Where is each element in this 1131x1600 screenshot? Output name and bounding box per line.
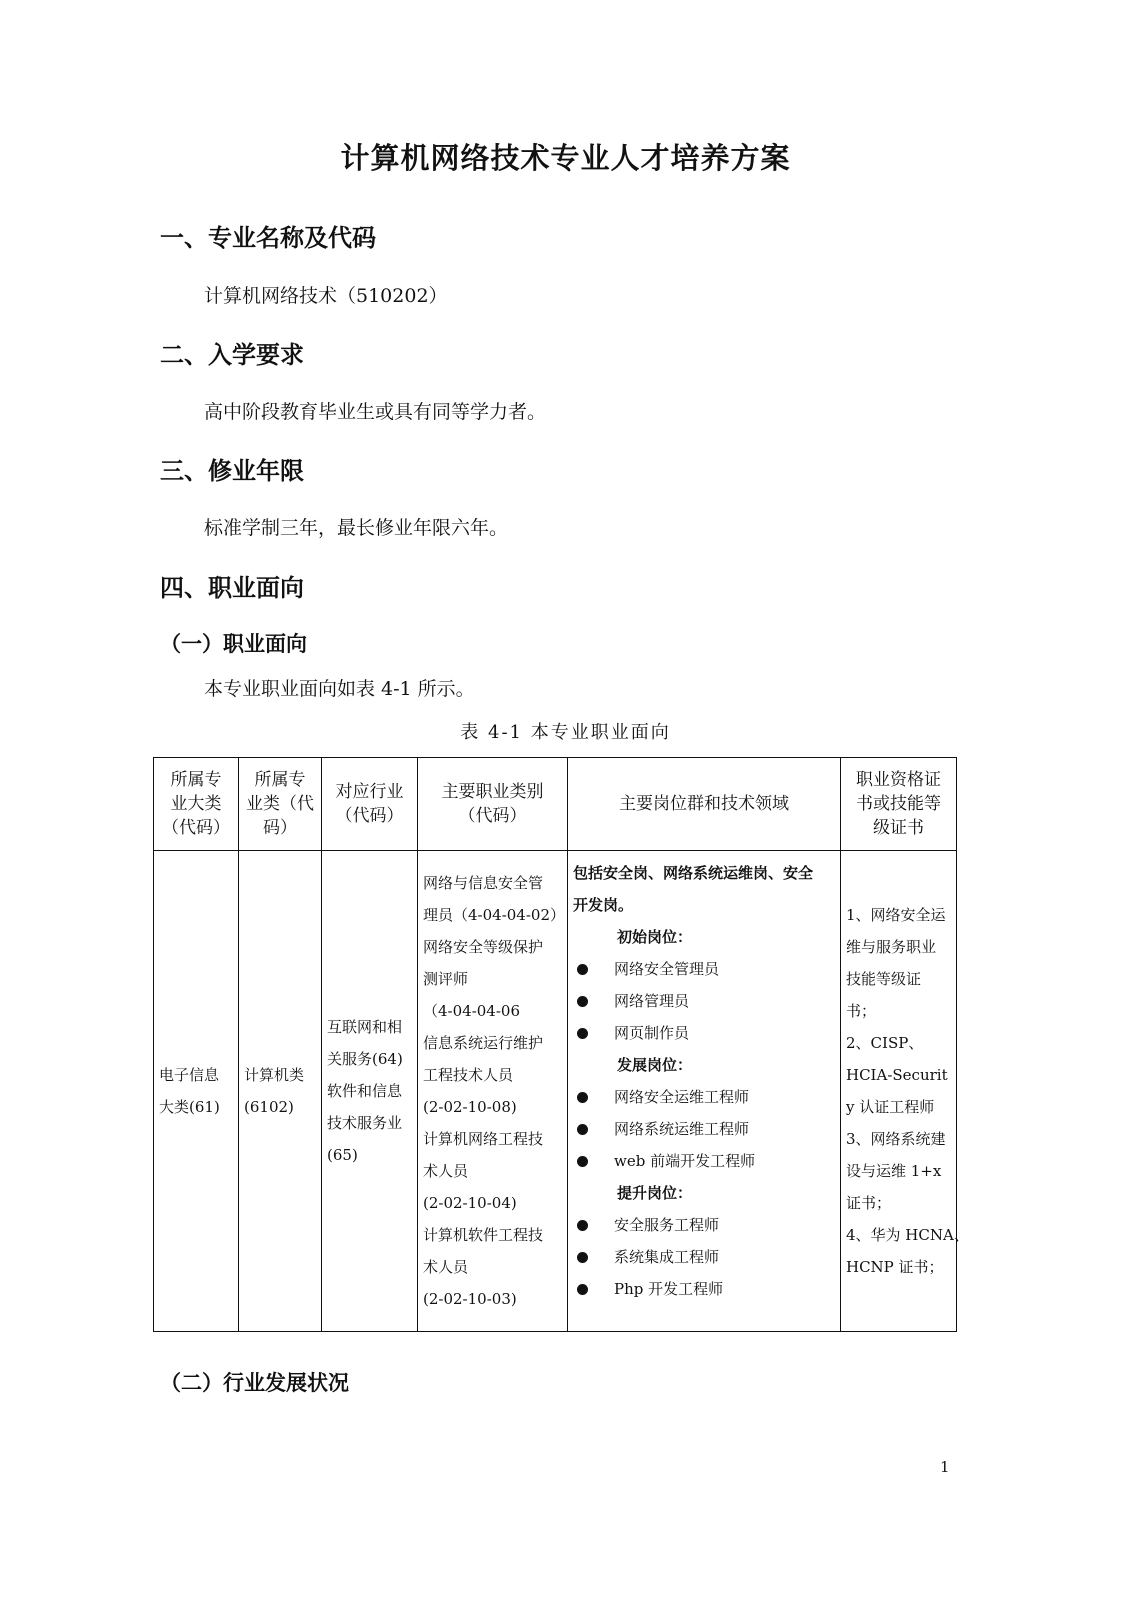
cell-line: （4-04-04-06 <box>423 1002 521 1020</box>
page-number: 1 <box>940 1458 950 1476</box>
job-group-intro: 开发岗。 <box>573 896 634 914</box>
job-group-intro: 包括安全岗、网络系统运维岗、安全 <box>573 864 814 882</box>
header-line: 业大类 <box>170 794 222 814</box>
job-title: 系统集成工程师 <box>614 1248 720 1266</box>
header-line: 主要岗位群和技术领域 <box>619 794 789 814</box>
list-item <box>573 1113 835 1145</box>
cell-line: 互联网和相 <box>327 1018 403 1036</box>
cell-certificate <box>841 851 969 1332</box>
bullet-icon <box>577 1028 588 1039</box>
bullet-icon <box>577 1220 588 1231</box>
cell-line: 计算机软件工程技 <box>423 1226 544 1244</box>
cell-major-class <box>239 851 322 1332</box>
cell-line: 设与运维 1+x <box>846 1162 942 1180</box>
cell-line: 术人员 <box>423 1162 469 1180</box>
job-title: 网络管理员 <box>614 992 690 1010</box>
cell-line: (2-02-10-03) <box>423 1290 517 1308</box>
header-industry <box>322 758 418 851</box>
header-line: 书或技能等 <box>856 794 941 814</box>
page-title: 计算机网络技术专业人才培养方案 <box>340 141 791 175</box>
header-line: 所属专 <box>254 770 306 790</box>
job-level-label: 发展岗位： <box>617 1056 693 1074</box>
cell-line: 1、网络安全运 <box>846 906 946 924</box>
header-major-class <box>239 758 322 851</box>
section-2-text: 高中阶段教育毕业生或具有同等学力者。 <box>204 401 547 423</box>
bullet-icon <box>577 1252 588 1263</box>
section-4-sub1-heading: （一）职业面向 <box>160 632 307 656</box>
table-header-row <box>154 758 957 851</box>
cell-line: 计算机类 <box>244 1066 305 1084</box>
job-level-label: 提升岗位： <box>617 1184 693 1202</box>
cell-line: (2-02-10-04) <box>423 1194 517 1212</box>
list-item <box>573 1209 835 1241</box>
job-title: 网络系统运维工程师 <box>614 1120 750 1138</box>
section-3-heading: 三、修业年限 <box>160 457 304 485</box>
cell-line: (6102) <box>244 1098 294 1116</box>
cell-job-group <box>568 851 841 1332</box>
section-1-text: 计算机网络技术（510202） <box>204 285 448 307</box>
job-title: 网络安全管理员 <box>614 960 720 978</box>
cell-line: 网络安全等级保护 <box>423 938 544 956</box>
header-job-group <box>568 758 841 851</box>
job-title: web 前端开发工程师 <box>614 1152 756 1170</box>
section-3-text: 标准学制三年，最长修业年限六年。 <box>204 517 509 539</box>
header-line: 码） <box>263 818 297 838</box>
cell-line: 计算机网络工程技 <box>423 1130 544 1148</box>
job-title: 安全服务工程师 <box>614 1216 720 1234</box>
job-title: Php 开发工程师 <box>614 1280 724 1298</box>
list-item <box>573 953 835 985</box>
cell-occupation-category <box>418 851 568 1332</box>
bullet-icon <box>577 964 588 975</box>
header-occupation-category <box>418 758 568 851</box>
list-item <box>573 1241 835 1273</box>
cell-line: 3、网络系统建 <box>846 1130 946 1148</box>
cell-line: HCIA-Securit <box>846 1066 948 1084</box>
cell-line: 测评师 <box>423 970 469 988</box>
cell-major-category <box>154 851 239 1332</box>
cell-line: 理员（4-04-04-02） <box>423 906 566 924</box>
header-line: 所属专 <box>170 770 222 790</box>
bullet-icon <box>577 1156 588 1167</box>
section-1-heading: 一、专业名称及代码 <box>160 224 376 252</box>
cell-line: 证书； <box>846 1194 892 1212</box>
cell-line: 书； <box>846 1002 877 1020</box>
cell-line: 技术服务业 <box>327 1114 403 1132</box>
section-4-sub1-text: 本专业职业面向如表 4-1 所示。 <box>204 678 475 700</box>
section-4-heading: 四、职业面向 <box>160 574 304 602</box>
cell-line: 关服务(64) <box>327 1050 403 1068</box>
table-row <box>154 851 957 1332</box>
section-2-heading: 二、入学要求 <box>160 341 304 369</box>
list-item <box>573 1273 835 1305</box>
cell-line: 维与服务职业 <box>846 938 937 956</box>
cell-line: 技能等级证 <box>846 970 922 988</box>
header-line: （代码） <box>162 818 230 838</box>
list-item <box>573 985 835 1017</box>
bullet-icon <box>577 1124 588 1135</box>
section-4-sub2-heading: （二）行业发展状况 <box>160 1371 349 1395</box>
cell-line: y 认证工程师 <box>846 1098 935 1116</box>
list-item <box>573 1081 835 1113</box>
job-title: 网络安全运维工程师 <box>614 1088 750 1106</box>
cell-line: 电子信息 <box>159 1066 220 1084</box>
header-certificate <box>841 758 957 851</box>
table-caption: 表 4-1 本专业职业面向 <box>460 722 671 743</box>
cell-line: 软件和信息 <box>327 1082 403 1100</box>
header-line: 业类（代 <box>246 794 314 814</box>
cell-line: (2-02-10-08) <box>423 1098 517 1116</box>
cell-line: 4、华为 HCNA、 <box>846 1226 969 1244</box>
job-title: 网页制作员 <box>614 1024 690 1042</box>
header-major-category <box>154 758 239 851</box>
cell-line: 术人员 <box>423 1258 469 1276</box>
list-item <box>573 1145 835 1177</box>
cell-line: 大类(61) <box>159 1098 220 1116</box>
cell-line: 2、CISP、 <box>846 1034 924 1052</box>
occupation-table <box>153 757 969 1332</box>
job-level-label: 初始岗位： <box>617 928 693 946</box>
header-line: （代码） <box>458 806 527 826</box>
cell-line: 工程技术人员 <box>423 1066 514 1084</box>
header-line: 对应行业 <box>335 782 404 802</box>
header-line: 级证书 <box>873 818 924 838</box>
cell-line: (65) <box>327 1146 358 1164</box>
header-line: 职业资格证 <box>856 770 941 790</box>
bullet-icon <box>577 1284 588 1295</box>
cell-line: 信息系统运行维护 <box>423 1034 544 1052</box>
cell-industry <box>322 851 418 1332</box>
header-line: 主要职业类别 <box>441 782 544 802</box>
bullet-icon <box>577 996 588 1007</box>
list-item <box>573 1017 835 1049</box>
bullet-icon <box>577 1092 588 1103</box>
cell-line: HCNP 证书； <box>846 1258 944 1276</box>
header-line: （代码） <box>335 806 404 826</box>
cell-line: 网络与信息安全管 <box>423 874 544 892</box>
